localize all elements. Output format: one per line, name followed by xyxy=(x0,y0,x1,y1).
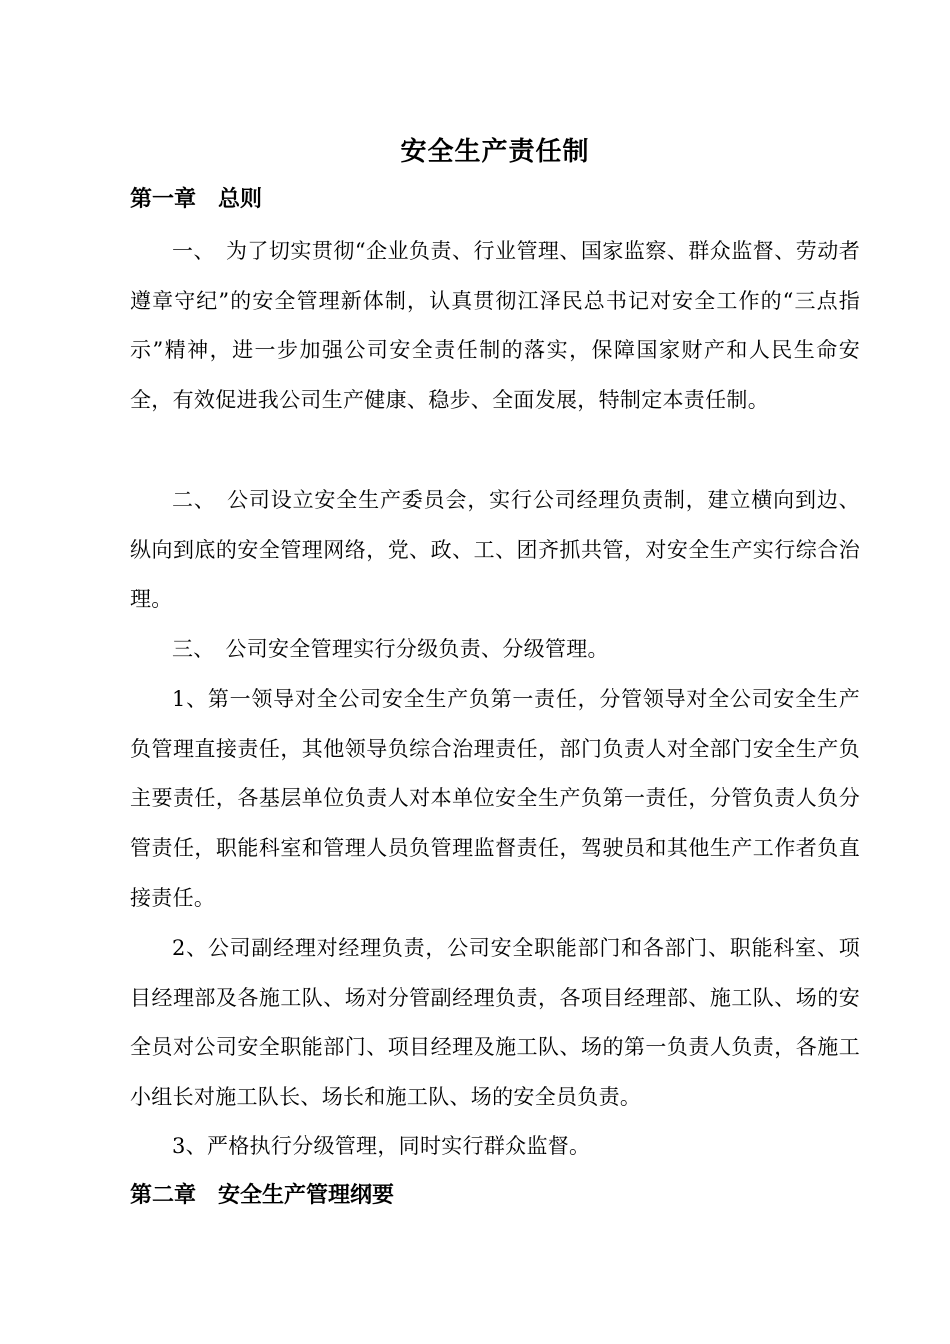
paragraph-1: 一、 为了切实贯彻“企业负责、行业管理、国家监察、群众监督、劳动者遵章守纪”的安全管理新体制，认真贯彻江泽民总书记对安全工作的“三点指示”精神，进一步加强公司安全责任制的落实，保障国家财产和人民生命安全，有效促进我公司生产健康、稳步、全面发展，特制定本责任制。 xyxy=(130,239,860,413)
paragraph-5: 2、公司副经理对经理负责，公司安全职能部门和各部门、职能科室、项目经理部及各施工队、场对分管副经理负责，各项目经理部、施工队、场的安全员对公司安全职能部门、项目经理及施工队、场的第一负责人负责，各施工小组长对施工队长、场长和施工队、场的安全员负责。 xyxy=(130,936,860,1110)
paragraph-2: 二、 公司设立安全生产委员会，实行公司经理负责制，建立横向到边、纵向到底的安全管理网络，党、政、工、团齐抓共管，对安全生产实行综合治理。 xyxy=(130,488,860,612)
paragraph-6: 3、严格执行分级管理，同时实行群众监督。 xyxy=(172,1134,591,1158)
document-title: 安全生产责任制 xyxy=(400,137,590,167)
paragraph-4: 1、第一领导对全公司安全生产负第一责任，分管领导对全公司安全生产负管理直接责任，其他领导负综合治理责任，部门负责人对全部门安全生产负主要责任，各基层单位负责人对本单位安全生产负第一责任，分管负责人负分管责任，职能科室和管理人员负管理监督责任，驾驶员和其他生产工作者负直接责任。 xyxy=(130,687,860,910)
paragraph-3: 三、 公司安全管理实行分级负责、分级管理。 xyxy=(172,637,609,661)
chapter-heading-2: 第二章 安全生产管理纲要 xyxy=(130,1183,395,1208)
chapter-heading-1: 第一章 总则 xyxy=(130,187,263,212)
